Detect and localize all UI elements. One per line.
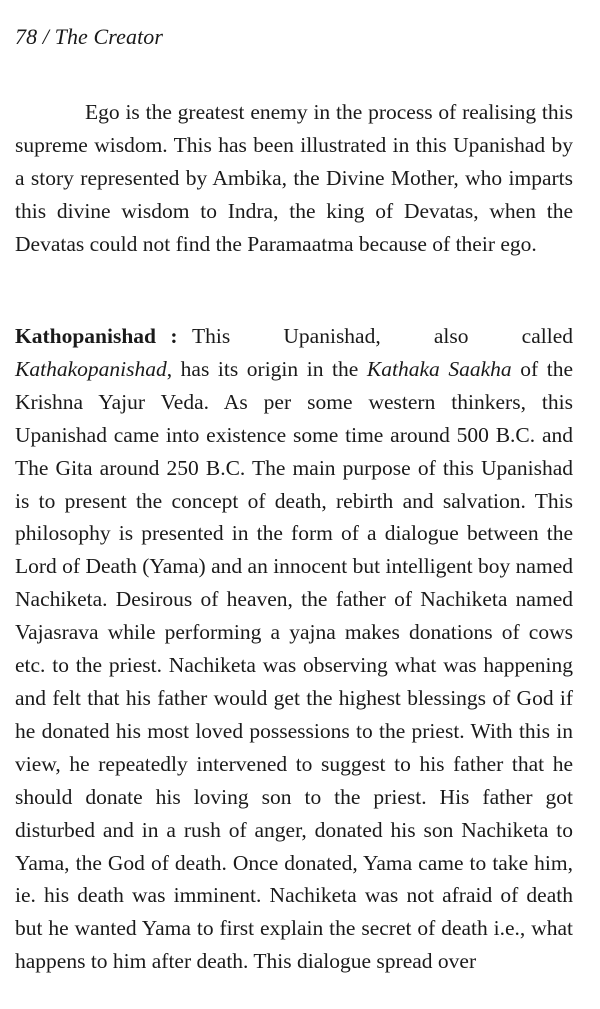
run-in-term: Kathopanishad bbox=[15, 324, 157, 348]
saakha-italic: Kathaka Saakha bbox=[366, 356, 512, 381]
paragraph-ego: Ego is the greatest enemy in the process of realising this supreme wisdom. This has been illustrated in this Upanishad by a story represented by Ambika, the Divine Mother, who imparts this divine wisdom to Indra, the king of Devatas, when the Devatas could not find the Paramaatma because of their ego. bbox=[15, 100, 573, 256]
term-separator: : bbox=[170, 324, 178, 348]
intro-text: This Upanishad, also called bbox=[192, 324, 573, 348]
running-head: 78 / The Creator bbox=[15, 24, 164, 49]
alt-name-italic: Kathakopanishad bbox=[15, 356, 167, 381]
paragraph-body: of the Krishna Yajur Veda. As per some western thinkers, this Upanishad came into existence some time around 500 B.C. and The Gita around 250 B.C. The main purpose of this Upanishad is to present the concept of death, rebirth and salvation. This philosophy is presented in the form of a dialogue between the Lord of Death (Yama) and an innocent but intelligent boy named Nachiketa. Desirous of heaven, the father of Nachiketa named Vajasrava while performing a yajna makes donations of cows etc. to the priest. Nachiketa was observing what was happening and felt that his father would get the highest blessings of God if he donated his most loved possessions to the priest. With this in view, he repeatedly intervened to suggest to his father that he should donate his loving son to the priest. His father got disturbed and in a rush of anger, donated his son Nachiketa to Yama, the God of death. Once donated, Yama came to take him, ie. his death was imminent. Nachiketa was not afraid of death but he wanted Yama to first explain the secret of death i.e., what happens to him after death. This dialogue spread over bbox=[15, 356, 574, 974]
mid-text: , has its origin in the bbox=[166, 356, 359, 381]
paragraph-kathopanishad bbox=[15, 320, 573, 978]
